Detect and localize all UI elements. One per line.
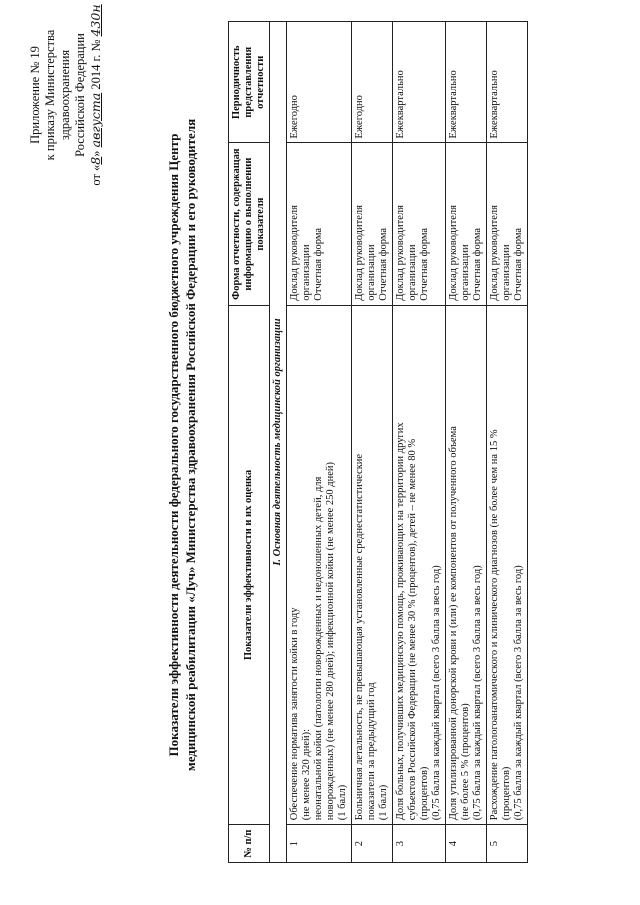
- document-title: [165, 25, 199, 865]
- title-line-1: Показатели эффективности деятельности федерального государственного бюджетного учреждения Центр: [166, 133, 181, 757]
- indicator-line: Больничная летальность, не превышающая установленные среднестатистические: [354, 453, 365, 821]
- table-row: [393, 22, 446, 863]
- indicator-line: Расхождение патологоанатомического и клинического диагнозов (не более чем на 15 %: [489, 429, 500, 821]
- row-period: Ежеквартально: [487, 22, 528, 143]
- date-prefix: от «: [89, 164, 103, 186]
- table-row: [352, 22, 393, 863]
- indicator-line: (1 балл): [378, 784, 389, 821]
- row-number: 1: [287, 825, 352, 863]
- row-form: [352, 143, 393, 305]
- indicator-line: Обеспечение норматива занятости койки в году: [289, 607, 300, 821]
- title-line-2: медицинской реабилитации «Луч» Министерства здравоохранения Российской Федерации и его руководителя: [183, 118, 198, 772]
- form-line: организации: [407, 244, 418, 301]
- form-line: Отчетная форма: [419, 227, 430, 301]
- row-number: 3: [393, 825, 446, 863]
- table-header-row: [229, 22, 270, 863]
- form-line: организации: [366, 244, 377, 301]
- row-form: [487, 143, 528, 305]
- row-number: 4: [446, 825, 487, 863]
- indicator-line: (не менее 320 дней):: [301, 728, 312, 821]
- appendix-header: [28, 0, 104, 190]
- indicator-line: показатели за предыдущий год: [366, 682, 377, 821]
- appendix-date-line: [88, 0, 104, 190]
- indicator-line: неонатальной койки (патологии новорожденных и недоношенных детей, для: [313, 476, 324, 821]
- row-indicator: [446, 305, 487, 825]
- table-row: [287, 22, 352, 863]
- form-line: Отчетная форма: [513, 227, 524, 301]
- section-title: I. Основная деятельность медицинской организации: [270, 22, 287, 863]
- row-form: [287, 143, 352, 305]
- form-line: Доклад руководителя: [354, 205, 365, 301]
- row-period: Ежегодно: [287, 22, 352, 143]
- row-form: [393, 143, 446, 305]
- row-indicator: [352, 305, 393, 825]
- row-period: Ежеквартально: [446, 22, 487, 143]
- header-period: Периодичность представления отчетности: [229, 22, 270, 143]
- section-row: [270, 22, 287, 863]
- header-indicator: Показатели эффективности и их оценка: [229, 305, 270, 825]
- form-line: организации: [301, 244, 312, 301]
- row-indicator: [487, 305, 528, 825]
- form-line: Отчетная форма: [378, 227, 389, 301]
- appendix-country: Российской Федерации: [73, 33, 87, 157]
- form-line: организации: [501, 244, 512, 301]
- date-day: 8: [88, 156, 103, 165]
- header-form: Форма отчетности, содержащая информацию о выполнении показателя: [229, 143, 270, 305]
- table-row: [487, 22, 528, 863]
- indicator-line: Доля утилизированной донорской крови и (или) ее компонентов от полученного объема: [448, 426, 459, 821]
- indicator-line: (не более 5 % (процентов): [460, 703, 471, 821]
- row-indicator: [393, 305, 446, 825]
- date-year: 2014 г. №: [89, 39, 103, 90]
- indicator-line: (процентов): [419, 766, 430, 821]
- row-number: 2: [352, 825, 393, 863]
- row-form: [446, 143, 487, 305]
- table-row: [446, 22, 487, 863]
- header-number: № п/п: [229, 825, 270, 863]
- indicator-line: субъектов Российской Федерации (не менее 30 % (процентов), детей – не менее 80 %: [407, 438, 418, 821]
- date-mid: »: [89, 150, 103, 157]
- appendix-number: Приложение № 19: [28, 46, 42, 144]
- form-line: Отчетная форма: [472, 227, 483, 301]
- form-line: Доклад руководителя: [489, 205, 500, 301]
- order-number: 430н: [88, 4, 103, 37]
- indicator-line: (0,75 балла за каждый квартал (всего 3 балла за весь год): [431, 565, 442, 821]
- form-line: организации: [460, 244, 471, 301]
- row-indicator: [287, 305, 352, 825]
- form-line: Доклад руководителя: [395, 205, 406, 301]
- indicator-line: (0,75 балла за каждый квартал (всего 3 балла за весь год): [513, 565, 524, 821]
- row-period: Ежегодно: [352, 22, 393, 143]
- indicator-line: новорожденных) (не менее 280 дней); инфекционной койки (не менее 250 дней): [325, 461, 336, 821]
- form-line: Доклад руководителя: [448, 205, 459, 301]
- form-line: Доклад руководителя: [289, 205, 300, 301]
- row-number: 5: [487, 825, 528, 863]
- form-line: Отчетная форма: [313, 227, 324, 301]
- appendix-order-ref: к приказу Министерства здравоохранения: [43, 29, 72, 161]
- row-period: Ежеквартально: [393, 22, 446, 143]
- indicator-line: (1 балл): [337, 784, 348, 821]
- indicators-table: [228, 21, 528, 863]
- indicator-line: Доля больных, получивших медицинскую помощь, проживающих на территории других: [395, 422, 406, 821]
- indicator-line: (процентов): [501, 766, 512, 821]
- indicator-line: (0,75 балла за каждый квартал (всего 3 балла за весь год): [472, 565, 483, 821]
- date-month: августа: [88, 92, 103, 148]
